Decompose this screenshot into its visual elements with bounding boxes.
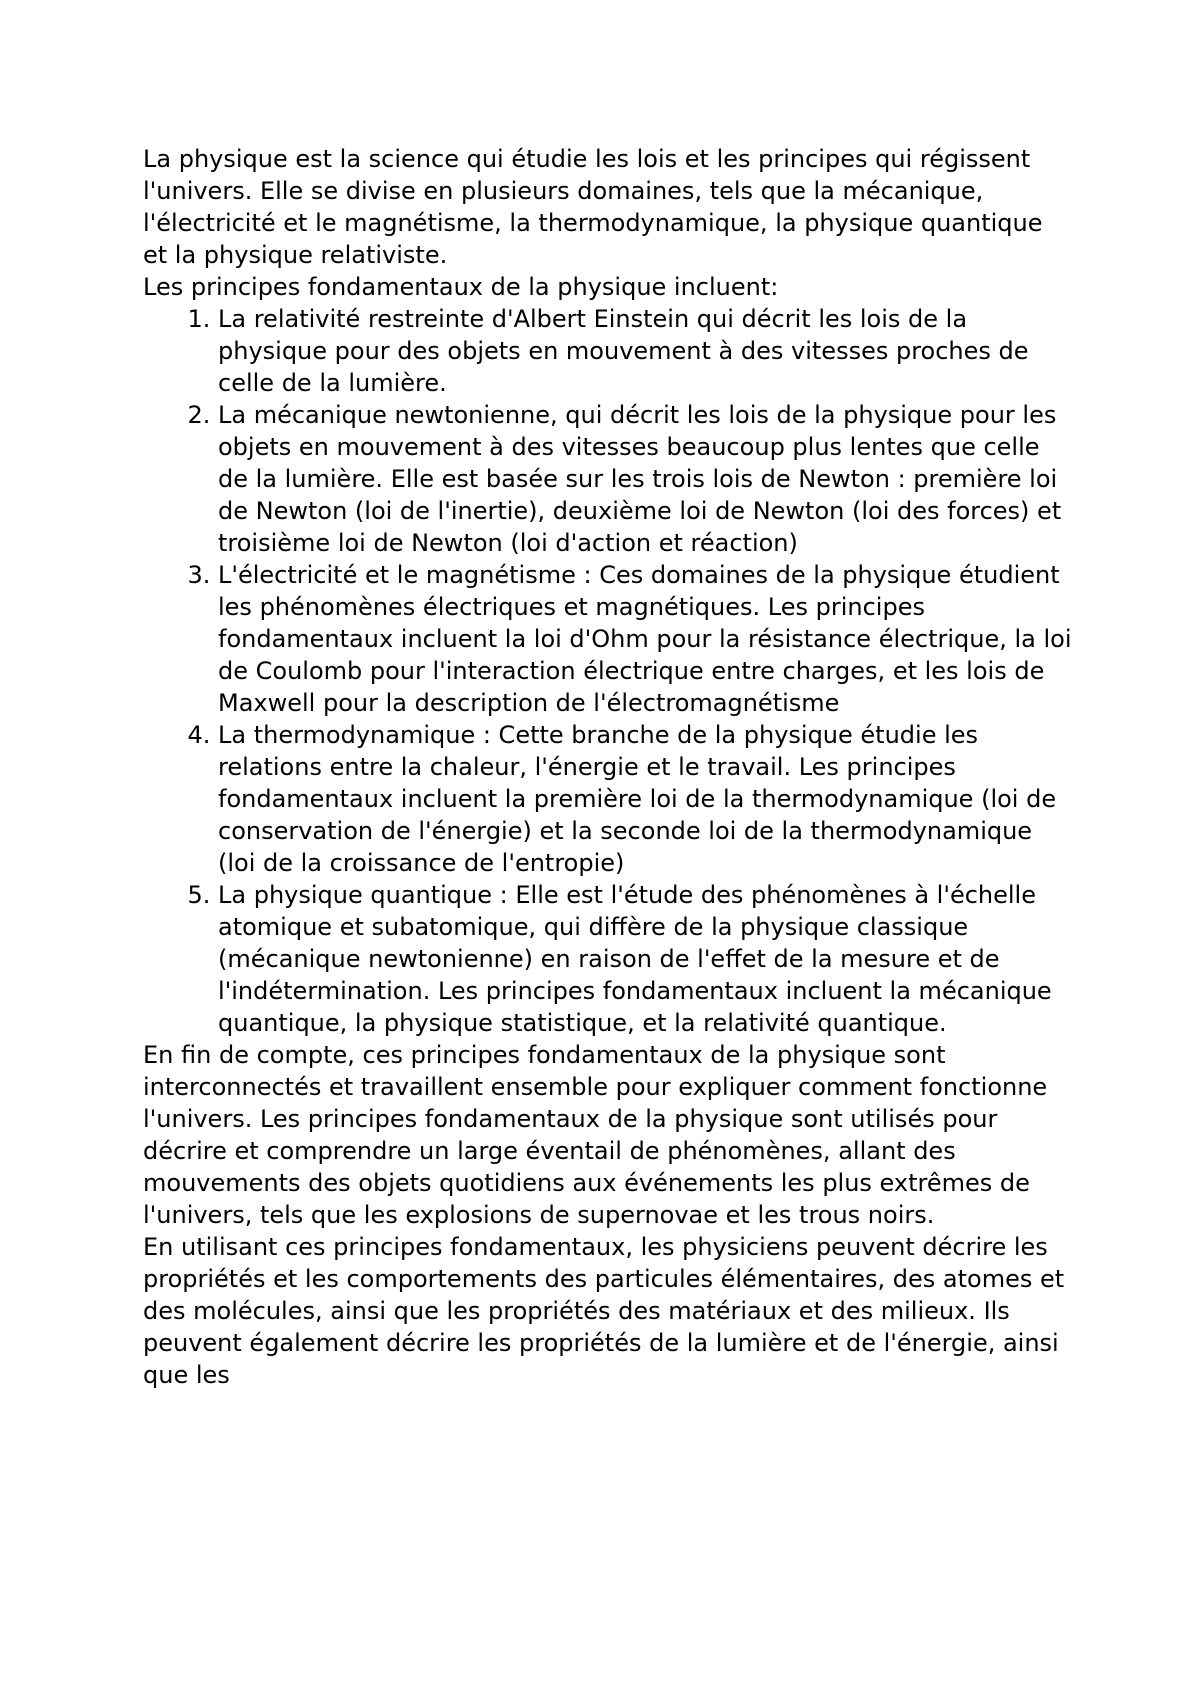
conclusion-paragraph: En fin de compte, ces principes fondamentaux de la physique sont interconnectés et travaillent ensemble pour expliquer comment fonctionne l'univers. Les principes fondamentaux de la physique sont utilisés pour décrire et comprendre un large éventail de phénomènes, allant des mouvements des objets quotidiens aux événements les plus extrêmes de l'univers, tels que les explosions de supernovae et les trous noirs. <box>143 1041 1048 1229</box>
list-item: 2. La mécanique newtonienne, qui décrit les lois de la physique pour les objets en mouvement à des vitesses beaucoup plus lentes que celle de la lumière. Elle est basée sur les trois lois de Newton : première loi de Newton (loi de l'inertie), deuxième loi de Newton (loi des forces) et troisième loi de Newton (loi d'action et réaction) <box>218 399 1073 559</box>
principles-list <box>143 303 1073 1039</box>
document-page <box>143 143 1073 1391</box>
list-item: 5. La physique quantique : Elle est l'étude des phénomènes à l'échelle atomique et subatomique, qui diffère de la physique classique (mécanique newtonienne) en raison de l'effet de la mesure et de l'indétermination. Les principes fondamentaux incluent la mécanique quantique, la physique statistique, et la relativité quantique. <box>218 879 1073 1039</box>
list-item: 1. La relativité restreinte d'Albert Einstein qui décrit les lois de la physique pour des objets en mouvement à des vitesses proches de celle de la lumière. <box>218 303 1073 399</box>
closing-paragraph: En utilisant ces principes fondamentaux, les physiciens peuvent décrire les propriétés et les comportements des particules élémentaires, des atomes et des molécules, ainsi que les propriétés des matériaux et des milieux. Ils peuvent également décrire les propriétés de la lumière et de l'énergie, ainsi que les <box>143 1233 1065 1389</box>
list-item: 3. L'électricité et le magnétisme : Ces domaines de la physique étudient les phénomènes électriques et magnétiques. Les principes fondamentaux incluent la loi d'Ohm pour la résistance électrique, la loi de Coulomb pour l'interaction électrique entre charges, et les lois de Maxwell pour la description de l'électromagnétisme <box>218 559 1073 719</box>
intro-paragraph: La physique est la science qui étudie les lois et les principes qui régissent l'univers. Elle se divise en plusieurs domaines, tels que la mécanique, l'électricité et le magnétisme, la thermodynamique, la physique quantique et la physique relativiste. <box>143 145 1043 269</box>
list-item: 4. La thermodynamique : Cette branche de la physique étudie les relations entre la chaleur, l'énergie et le travail. Les principes fondamentaux incluent la première loi de la thermodynamique (loi de conservation de l'énergie) et la seconde loi de la thermodynamique (loi de la croissance de l'entropie) <box>218 719 1073 879</box>
list-intro-paragraph: Les principes fondamentaux de la physique incluent: <box>143 273 779 301</box>
